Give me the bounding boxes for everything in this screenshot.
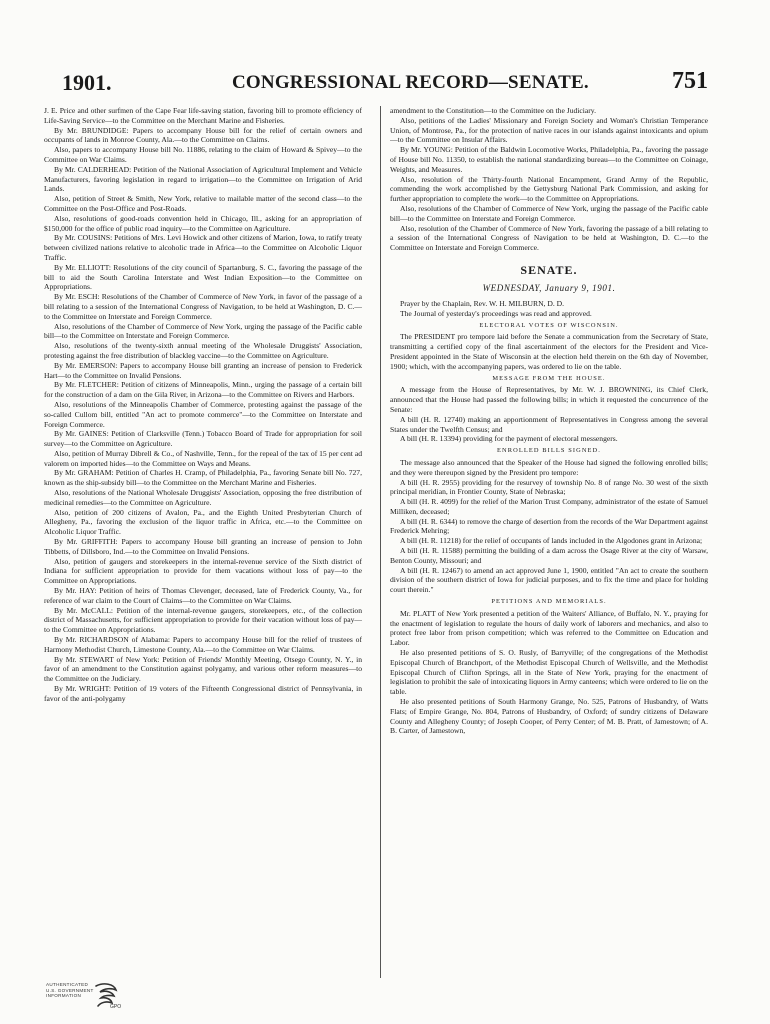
logo-line: AUTHENTICATED (46, 982, 89, 987)
left-paragraph: Also, petition of Street & Smith, New York, relative to mailable matter of the second class—to the Committee on the Post-Office and Post-Roads. (44, 194, 362, 213)
left-column (44, 106, 362, 970)
logo-line: U.S. GOVERNMENT (46, 987, 94, 993)
enrolled-paragraph: The message also announced that the Speaker of the House had signed the following enrolled bills; and they were thereupon signed by the President pro tempore: (390, 457, 708, 477)
right-paragraph: Also, resolutions of the Chamber of Commerce of New York, urging the passage of the Pacific cable bill—to the Committee on Interstate and Foreign Commerce. (390, 203, 708, 223)
left-paragraph: Also, resolutions of the Chamber of Commerce of New York, urging the passage of the Pacific cable bill—to the Committee on Interstate and Foreign Commerce. (44, 321, 362, 341)
left-paragraph: By Mr. ESCH: Resolutions of the Chamber of Commerce of New York, in favor of the passage of a bill relating to a session of the International Congress of Navigation, to be held at Washington, D. C.—to the Committee on Interstate and Foreign Commerce. (44, 292, 362, 321)
left-paragraph: By Mr. BRUNDIDGE: Papers to accompany House bill for the relief of certain owners and occupants of lands in Monroe County, Ala.—to the Committee on Claims. (44, 125, 362, 145)
left-paragraph: Also, papers to accompany House bill No. 11886, relating to the claim of Howard & Spivey—to the Committee on War Claims. (44, 145, 362, 164)
left-paragraph: Also, resolutions of good-roads convention held in Chicago, Ill., asking for an appropriation of $150,000 for the office of public road inquiry—to the Committee on Agriculture. (44, 213, 362, 233)
page-header (62, 70, 708, 98)
message-paragraph: A bill (H. R. 12740) making an apportionment of Representatives in Congress among the several States under the Twelfth Census; and (390, 414, 708, 434)
message-heading: MESSAGE FROM THE HOUSE. (492, 374, 606, 382)
left-paragraph: J. E. Price and other surfmen of the Cape Fear life-saving station, favoring bill to promote efficiency of Life-Saving Service—to the Committee on the Merchant Marine and Fisheries. (44, 106, 362, 125)
header-year: 1901. (62, 70, 112, 95)
right-paragraph: Also, petitions of the Ladies' Missionary and Foreign Society and Woman's Christian Temperance Union, of Montrose, Pa., for the protection of native races in our islands against intoxicants and opium—to the Committee on Insular Affairs. (390, 115, 708, 145)
left-paragraph: By Mr. CALDERHEAD: Petition of the National Association of Agricultural Implement and Vehicle Manufacturers, favoring legislation in regard to irrigation—to the Committee on Irrigation of Arid Lands. (44, 164, 362, 194)
enrolled-paragraph: A bill (H. R. 6344) to remove the charge of desertion from the records of the War Department against Frederick Mehring; (390, 516, 708, 536)
electoral-votes-heading: ELECTORAL VOTES OF WISCONSIN. (479, 321, 619, 329)
petitions-heading: PETITIONS AND MEMORIALS. (491, 598, 607, 606)
right-paragraph: Also, resolution of the Chamber of Commerce of New York, favoring the passage of a bill relating to a session of the International Congress of Navigation to be held at Washington, D. C.—to the Committee on Interstate and Foreign Commerce. (390, 223, 708, 253)
left-paragraph: Also, petition of Murray Dibrell & Co., of Nashville, Tenn., for the repeal of the tax of 15 per cent ad valorem on imported hides—to the Committee on Ways and Means. (44, 448, 362, 468)
left-paragraph: Also, resolutions of the Minneapolis Chamber of Commerce, protesting against the passage of the so-called Cullom bill, entitled "An act to promote commerce"—to the Committee on Interstate and Foreign Commerce. (44, 399, 362, 429)
logo-text (46, 982, 94, 999)
left-paragraph: By Mr. GAINES: Petition of Clarksville (Tenn.) Tobacco Board of Trade for appropriation for soil survey—to the Committee on Agriculture. (44, 429, 362, 449)
logo-line: INFORMATION (46, 993, 82, 999)
right-paragraph: amendment to the Constitution—to the Committee on the Judiciary. (390, 106, 596, 115)
left-paragraph: By Mr. RICHARDSON of Alabama: Papers to accompany House bill for the relief of trustees of Harmony Methodist Church, Limestone County, Ala.—to the Committee on War Claims. (44, 635, 362, 654)
left-paragraph: Also, petition of gaugers and storekeepers in the internal-revenue service of the Sixth district of Indiana for sufficient appropriation to provide for them vacations without loss of pay—to the Committee on Appropriations. (44, 556, 362, 586)
left-paragraph: By Mr. EMERSON: Papers to accompany House bill granting an increase of pension to Frederick Hart—to the Committee on Invalid Pensions. (44, 360, 362, 380)
enrolled-paragraph: A bill (H. R. 2955) providing for the resurvey of township No. 8 of range No. 30 west of the sixth principal meridian, in Frontier County, State of Nebraska; (390, 477, 708, 497)
petitions-paragraph: Mr. PLATT of New York presented a petition of the Waiters' Alliance, of Buffalo, N. Y., praying for the enactment of legislation to regulate the hours of daily work of laborers and mechanics, and also to protect free labor from prison competition; which was referred to the Committee on Education and Labor. (390, 608, 708, 648)
senate-heading: SENATE. (520, 262, 578, 277)
enrolled-paragraph: A bill (H. R. 11218) for the relief of occupants of lands included in the Algodones grant in Arizona; (400, 536, 703, 546)
enrolled-paragraph: A bill (H. R. 12467) to amend an act approved June 1, 1900, entitled "An act to create the southern division of the southern district of Iowa for judicial purposes, and to fix the time and place for holding court therein." (390, 565, 708, 595)
left-paragraph: By Mr. WRIGHT: Petition of 19 voters of the Fifteenth Congressional district of Pennsylvania, in favor of the anti-polygamy (44, 684, 362, 703)
journal-line: The Journal of yesterday's proceedings was read and approved. (400, 308, 592, 318)
left-paragraph: By Mr. FLETCHER: Petition of citizens of Minneapolis, Minn., urging the passage of a certain bill for the construction of a dam on the Gila River, in Arizona—to the Committee on Rivers and Harbors. (44, 380, 362, 400)
enrolled-bills-heading: ENROLLED BILLS SIGNED. (497, 447, 601, 455)
right-paragraph: By Mr. YOUNG: Petition of the Baldwin Locomotive Works, Philadelphia, Pa., favoring the passage of House bill No. 11350, to establish the national standardizing bureau—to the Committee on Coinage, Weights, and Measures. (390, 145, 708, 174)
left-paragraph: Also, petition of 200 citizens of Avalon, Pa., and the Eighth United Presbyterian Church of Allegheny, Pa., favoring the exclusion of the liquor traffic in Africa, etc.—to the Committee on Alcoholic Liquor Traffic. (44, 507, 362, 537)
header-page-number: 751 (672, 68, 708, 94)
left-paragraph: By Mr. HAY: Petition of heirs of Thomas Clevenger, deceased, late of Frederick County, Va., for reference of war claim to the Court of Claims—to the Committee on War Claims. (44, 586, 362, 605)
left-paragraph: By Mr. ELLIOTT: Resolutions of the city council of Spartanburg, S. C., favoring the passage of the bill to aid the South Carolina Interstate and West Indian Exposition—to the Committee on Appropriations. (44, 262, 362, 292)
left-paragraph: Also, resolutions of the twenty-sixth annual meeting of the Wholesale Druggists' Association, protesting against the free distribution of blackleg vaccine—to the Committee on Agriculture. (44, 341, 362, 360)
petitions-paragraph: He also presented petitions of South Harmony Grange, No. 525, Patrons of Husbandry, of Watts Flats; of Empire Grange, No. 804, Patrons of Husbandry, of Oxford; of sundry citizens of Delaware County and Allegheny County; of Joseph Cooper, of Perry Center; of M. B. Pratt, of Jamestown; of A. B. Carter, of Jamestown, (390, 697, 708, 736)
left-paragraph: By Mr. GRIFFITH: Papers to accompany House bill granting an increase of pension to John Tibbetts, of Dillsboro, Ind.—to the Committee on Invalid Pensions. (44, 537, 362, 556)
header-title: CONGRESSIONAL RECORD—SENATE. (232, 72, 589, 93)
left-paragraph: Also, resolutions of the National Wholesale Druggists' Association, opposing the free distribution of medicinal remedies—to the Committee on Agriculture. (44, 488, 362, 507)
prayer-line: Prayer by the Chaplain, Rev. W. H. MILBURN, D. D. (400, 298, 565, 308)
electoral-paragraph: The PRESIDENT pro tempore laid before the Senate a communication from the Secretary of State, transmitting a certified copy of the final ascertainment of the electors for the President and Vice-President appointed in the State of Wisconsin at the election held therein on the 6th day of November, 1900; which, with the accompanying papers, was ordered to lie on the table. (390, 332, 708, 371)
session-dateline: WEDNESDAY, January 9, 1901. (482, 282, 616, 293)
right-paragraph: Also, resolution of the Thirty-fourth National Encampment, Grand Army of the Republic, commending the work accomplished by the Gettysburg National Park Commission, and asking for further appropriation to complete the work—to the Committee on Appropriations. (390, 174, 708, 204)
enrolled-paragraph: A bill (H. R. 4099) for the relief of the Marion Trust Company, administrator of the estate of Samuel Milliken, deceased; (390, 497, 708, 516)
left-paragraph: By Mr. COUSINS: Petitions of Mrs. Levi Howick and other citizens of Marion, Iowa, to ratify treaty between civilized nations relative to alcoholic trade in Africa—to the Committee on Alcoholic Liquor Traffic. (44, 233, 362, 262)
message-paragraph: A bill (H. R. 13394) providing for the payment of electoral messengers. (400, 434, 618, 444)
left-paragraph: By Mr. McCALL: Petition of the internal-revenue gaugers, storekeepers, etc., of the collection district of Massachusetts, for sufficient appropriation to provide for their vacation without loss of pay—to the Committee on Appropriations. (44, 605, 362, 635)
gpo-label: GPO (110, 1004, 122, 1010)
left-paragraph: By Mr. STEWART of New York: Petition of Friends' Monthly Meeting, Otsego County, N. Y., in favor of an amendment to the Constitution against polygamy, and various other reform measures—to the Committee on the Judiciary. (44, 654, 362, 684)
gpo-authentication-logo (46, 980, 136, 1016)
message-paragraph: A message from the House of Representatives, by Mr. W. J. BROWNING, its Chief Clerk, announced that the House had passed the following bills; in which it requested the concurrence of the Senate: (390, 385, 708, 414)
right-column (390, 106, 708, 982)
left-paragraph: By Mr. GRAHAM: Petition of Charles H. Cramp, of Philadelphia, Pa., favoring Senate bill No. 727, known as the ship-subsidy bill—to the Committee on the Merchant Marine and Fisheries. (44, 468, 362, 488)
petitions-paragraph: He also presented petitions of S. O. Rusly, of Barryville; of the congregations of the Methodist Episcopal Church of Branchport, of the Methodist Episcopal Church of Wellsville, and the Methodist Episcopal Church of Clifton Springs, all in the State of New York, praying for the enactment of legislation to prohibit the sale of intoxicating liquors in Army canteens; which were ordered to lie on the table. (390, 648, 708, 697)
enrolled-paragraph: A bill (H. R. 11588) permitting the building of a dam across the Osage River at the city of Warsaw, Benton County, Missouri; and (390, 546, 708, 565)
column-divider (380, 106, 381, 978)
